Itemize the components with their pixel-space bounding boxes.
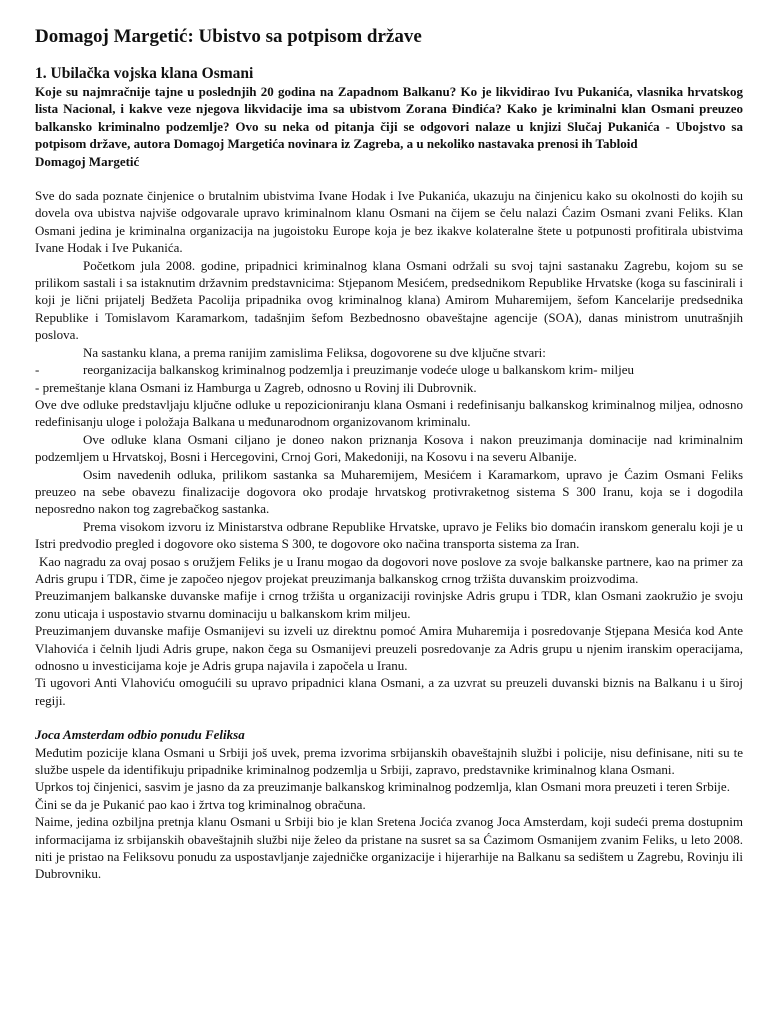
body-paragraph: Početkom jula 2008. godine, pripadnici kriminalnog klana Osmani održali su svoj tajni sastanaku Zagrebu, kojom su se prilikom sastali i sa istaknutim državnim predstavnicima: Stjepanom Mesićem, predsednikom Republike Hrvatske (koga su fascinirali i koji je lični prijatelj Bedžeta Pacolija pripadnika ovog kriminalnog klana) Amirom Muharemijem, šefom Kancelarije predsednika Republike i Tomislavom Karamarkom, tadašnjim šefom Bezbednosno obaveštajne agencije (SOA), danas ministrom unutrašnjih poslova. [35, 257, 743, 343]
document-page [35, 26, 743, 883]
list-item-text: reorganizacija balkanskog kriminalnog podzemlja i preuzimanje vodeće uloge u balkanskom krim- miljeu [83, 362, 635, 378]
subheading: Joca Amsterdam odbio ponudu Feliksa [35, 727, 245, 743]
author-line: Domagoj Margetić [35, 153, 140, 169]
list-item [35, 361, 743, 378]
body-paragraph: Osim navedenih odluka, prilikom sastanka sa Muharemijem, Mesićem i Karamarkom, upravo je Ćazim Osmani Feliks preuzeo na sebe obavezu finalizacije dogovora oko prodaje hrvatskog protivraketnog sistema S 300 Iranu, koja se i dogodila neposredno nakon tog zagrebačkog sastanka. [35, 466, 743, 517]
body-paragraph: Preuzimanjem duvanske mafije Osmanijevi su izveli uz direktnu pomoć Amira Muharemija i posredovanje Stjepana Mesića kod Ante Vlahovića i čelnih ljudi Adris grupe, nakon čega su Osmanijevi preuzeli posredovanje za Adris grupu u njenim iranskim operacijama, odnosno u investicijama koje je Adris grupa najavila i započela u Iranu. [35, 623, 743, 673]
lead-paragraph: Koje su najmračnije tajne u poslednjih 20 godina na Zapadnom Balkanu? Ko je likvidirao Ivu Pukanića, vlasnika hrvatskog lista Nacional, i kakve veze njegova likvidacije ima sa ubistvom Zorana Đinđića? Kako je kriminalni klan Osmani preuzeo balkansko kriminalno podzemlje? Ovo su neka od pitanja čiji se odgovori nalaze u knjizi Slučaj Pukanića - Ubojstvo sa potpisom države, autora Domagoj Margetića novinara iz Zagreba, a u nekoliko nastavaka prenosi ih Tabloid [35, 84, 743, 152]
body-paragraph: Ti ugovori Anti Vlahoviću omogućili su upravo pripadnici klana Osmani, a za uzvrat su preuzeli duvanski biznis na Balkanu i u široj regiji. [35, 675, 743, 708]
article-body [35, 187, 743, 883]
body-paragraph: Međutim pozicije klana Osmani u Srbiji još uvek, prema izvorima srbijanskih obaveštajnih službi i policije, nisu definisane, niti su te službe uspele da identifikuju pripadnike kriminalnog podzemlja u Srbiji, zapravo, predstavnike kriminalnog klana Osmani. [35, 744, 743, 778]
document-title: Domagoj Margetić: Ubistvo sa potpisom države [35, 26, 422, 47]
body-paragraph: Sve do sada poznate činjenice o brutalnim ubistvima Ivane Hodak i Ive Pukanića, ukazuju na činjenicu kako su okolnosti do kojih su dovela ova ubistva najviše odgovarale upravo kriminalnom klanu Osmani na čijem se čelu nalazi Ćazim Osmani zvani Feliks. Klan Osmani jedina je kriminalna organizacija na jugoistoku Europe koja je bez ikakve kolateralne štete u potpunosti profitirala ubistvima Ivane Hodak i Ive Pukanića. [35, 188, 743, 256]
list-dash: - [35, 362, 40, 378]
body-paragraph: - premeštanje klana Osmani iz Hamburga u Zagreb, odnosno u Rovinj ili Dubrovnik. [35, 379, 477, 395]
body-paragraph: Ove odluke klana Osmani ciljano je doneo nakon priznanja Kosova i nakon preuzimanja dominacije nad kriminalnim podzemljem u Hrvatskoj, Bosni i Hercegovini, Crnoj Gori, Makedoniji, na Kosovu i na severu Albanije. [35, 431, 743, 465]
body-paragraph: Čini se da je Pukanić pao kao i žrtva tog kriminalnog obračuna. [35, 796, 366, 812]
body-paragraph: Preuzimanjem balkanske duvanske mafije i crnog tržišta u organizaciji rovinjske Adris grupu i TDR, klan Osmani zaokružio je svoju zonu uticaja i uspostavio stvarnu dominaciju u balkanskom krim milјeu. [35, 588, 743, 621]
body-paragraph: Naime, jedina ozbiljna pretnja klanu Osmani u Srbiji bio je klan Sretena Jocića zvanog Joca Amsterdam, koji sudeći prema dostupnim informacijama iz srbijanskih obaveštajnih službi nije želeo da pristane na susret sa sa Ćazimom Osmanijem zvanim Feliks, u leto 2008. niti je pristao na Feliksovu ponudu za uspostavljanje zajedničke organizacije i hijerarhije na Balkanu sa sedištem u Zagrebu, Rovinju ili Dubrovniku. [35, 814, 743, 882]
body-paragraph: Kao nagradu za ovaj posao s oružjem Feliks je u Iranu mogao da dogovori nove poslove za svoje balkanske partnere, kao na primer za Adris grupu i TDR, čime je započeo njegov projekat preuzimanja balkanskog crnog tržišta duvanskim proizvodima. [35, 553, 743, 586]
body-paragraph: Prema visokom izvoru iz Ministarstva odbrane Republike Hrvatske, upravo je Feliks bio domaćin iranskom generalu koji je u Istri predvodio pregled i dogovore oko sistema S 300, te dogovore oko načina transporta sistema za Iran. [35, 518, 743, 552]
body-paragraph: Na sastanku klana, a prema ranijim zamislima Feliksa, dogovorene su dve ključne stvari: [83, 344, 546, 360]
body-paragraph: Uprkos toj činjenici, sasvim je jasno da za preuzimanje balkanskog kriminalnog podzemlja, klan Osmani mora preuzeti i teren Srbije. [35, 779, 730, 795]
body-paragraph: Ove dve odluke predstavljaju ključne odluke u repozicioniranju klana Osmani i redefinisanju balkanskog kriminalnog milјea, odnosno redefinisanju uloge i položaja Balkana u međunarodnom organizovanom kriminalu. [35, 396, 743, 430]
section-heading: 1. Ubilačka vojska klana Osmani [35, 65, 254, 82]
